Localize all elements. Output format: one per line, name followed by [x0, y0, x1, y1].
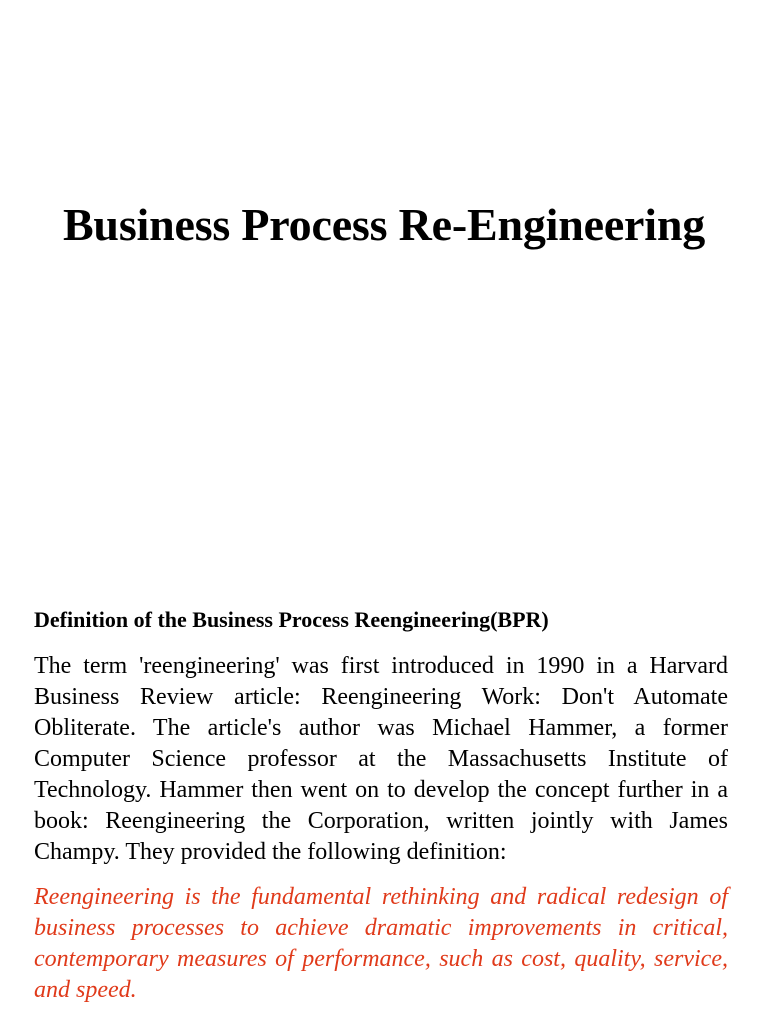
definition-quote: Reengineering is the fundamental rethinking and radical redesign of business processes to achieve dramatic improvements in critical, contemporary measures of performance, such as cost, quality, service, and speed.	[34, 884, 728, 1003]
page-title: Business Process Re-Engineering	[62, 199, 706, 250]
section-heading: Definition of the Business Process Reengineering(BPR)	[34, 607, 549, 632]
body-paragraph: The term 'reengineering' was first introduced in 1990 in a Harvard Business Review article: Reengineering Work: Don't Automate Obliterate. The article's author was Michael Hammer, a former Computer Science professor at the Massachusetts Institute of Technology. Hammer then went on to develop the concept further in a book: Reengineering the Corporation, written jointly with James Champy. They provided the following definition:	[34, 653, 728, 865]
